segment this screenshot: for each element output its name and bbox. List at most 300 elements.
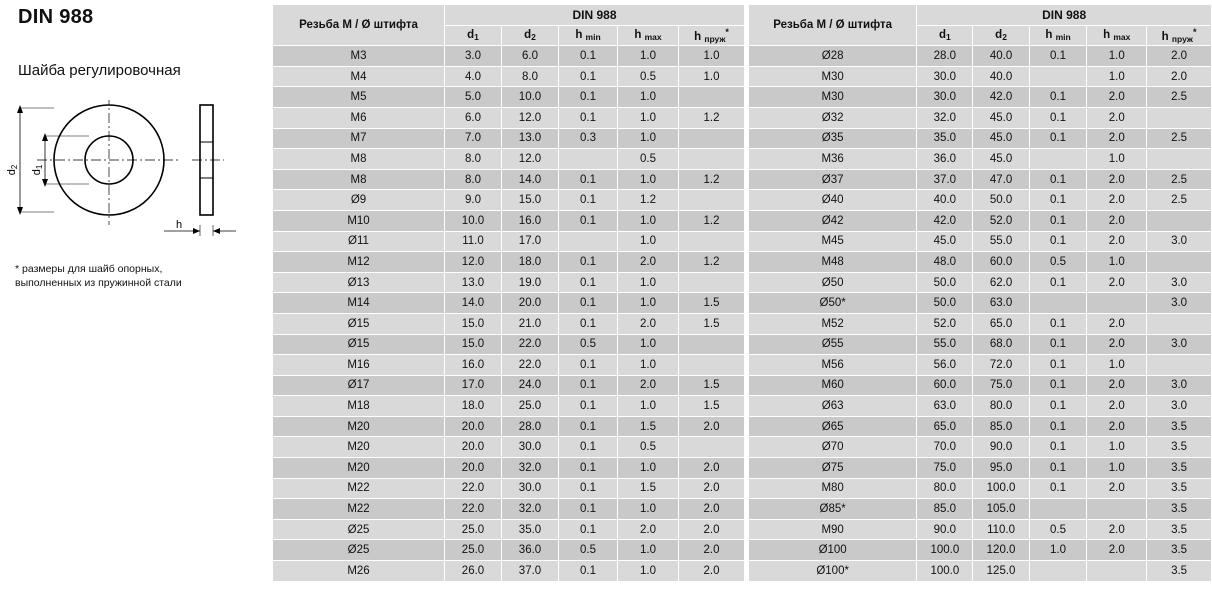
cell-value: 55.0 <box>917 334 973 355</box>
cell-value: 1.0 <box>618 561 679 582</box>
cell-value: 0.1 <box>1029 478 1087 499</box>
cell-thread: Ø25 <box>273 519 445 540</box>
cell-thread: M20 <box>273 416 445 437</box>
cell-value <box>1087 293 1147 314</box>
cell-value: 1.0 <box>1029 540 1087 561</box>
cell-value: 48.0 <box>917 252 973 273</box>
cell-value: 0.5 <box>559 540 618 561</box>
cell-value: 4.0 <box>445 66 502 87</box>
cell-value: 75.0 <box>973 375 1029 396</box>
cell-value <box>679 190 745 211</box>
header-hmin-left: h min <box>559 25 618 46</box>
cell-value: 17.0 <box>502 231 559 252</box>
cell-value: 2.0 <box>1087 272 1147 293</box>
footnote <box>15 262 255 290</box>
cell-thread: Ø42 <box>749 210 917 231</box>
cell-value: 25.0 <box>502 396 559 417</box>
table-row <box>749 478 1212 499</box>
cell-value: 1.0 <box>618 355 679 376</box>
header-hmax-left: h max <box>618 25 679 46</box>
table-row <box>273 519 745 540</box>
cell-value: 1.2 <box>679 252 745 273</box>
spec-table-left-body <box>273 46 745 581</box>
header-hpruzh-left: h пруж* <box>679 25 745 46</box>
table-row <box>749 313 1212 334</box>
cell-value: 110.0 <box>973 519 1029 540</box>
cell-value: 0.1 <box>559 458 618 479</box>
table-row <box>273 46 745 67</box>
cell-value: 6.0 <box>502 46 559 67</box>
table-row <box>749 210 1212 231</box>
cell-thread: Ø63 <box>749 396 917 417</box>
table-row <box>273 334 745 355</box>
table-row <box>749 416 1212 437</box>
cell-value: 8.0 <box>445 149 502 170</box>
cell-value: 3.0 <box>1147 293 1212 314</box>
cell-value: 45.0 <box>973 149 1029 170</box>
cell-thread: Ø15 <box>273 334 445 355</box>
cell-thread: Ø32 <box>749 107 917 128</box>
spec-table-right-body <box>749 46 1212 581</box>
cell-thread: M18 <box>273 396 445 417</box>
cell-value: 40.0 <box>917 190 973 211</box>
cell-value: 37.0 <box>502 561 559 582</box>
cell-value: 1.0 <box>679 66 745 87</box>
cell-value: 68.0 <box>973 334 1029 355</box>
cell-value: 70.0 <box>917 437 973 458</box>
cell-value: 25.0 <box>445 519 502 540</box>
cell-value: 0.1 <box>559 499 618 520</box>
cell-value: 0.1 <box>1029 416 1087 437</box>
cell-value: 16.0 <box>445 355 502 376</box>
cell-value: 125.0 <box>973 561 1029 582</box>
cell-value <box>1029 66 1087 87</box>
cell-value: 0.1 <box>559 396 618 417</box>
cell-value <box>559 149 618 170</box>
cell-value <box>1029 499 1087 520</box>
table-row <box>749 66 1212 87</box>
cell-value: 0.5 <box>1029 519 1087 540</box>
table-row <box>273 272 745 293</box>
cell-value: 20.0 <box>445 416 502 437</box>
header-hmin-right: h min <box>1029 25 1087 46</box>
cell-value <box>1029 293 1087 314</box>
cell-value: 1.2 <box>679 169 745 190</box>
cell-value: 1.0 <box>1087 355 1147 376</box>
cell-value <box>679 334 745 355</box>
spec-table-left-wrapper <box>272 4 745 582</box>
cell-thread: M22 <box>273 478 445 499</box>
cell-value: 45.0 <box>973 128 1029 149</box>
spec-table-left <box>272 4 745 582</box>
cell-value: 42.0 <box>973 87 1029 108</box>
header-thread-left: Резьба M / Ø штифта <box>273 5 445 46</box>
cell-value: 2.0 <box>679 478 745 499</box>
cell-value: 0.3 <box>559 128 618 149</box>
cell-value: 0.1 <box>1029 458 1087 479</box>
cell-value: 2.5 <box>1147 190 1212 211</box>
cell-thread: M90 <box>749 519 917 540</box>
cell-value: 10.0 <box>502 87 559 108</box>
cell-value: 7.0 <box>445 128 502 149</box>
cell-value: 2.0 <box>618 519 679 540</box>
cell-value: 3.5 <box>1147 458 1212 479</box>
cell-value: 2.0 <box>1087 519 1147 540</box>
cell-value: 32.0 <box>502 458 559 479</box>
cell-value: 10.0 <box>445 210 502 231</box>
cell-value: 45.0 <box>917 231 973 252</box>
table-row <box>749 190 1212 211</box>
cell-value: 0.5 <box>559 334 618 355</box>
cell-value: 2.0 <box>679 499 745 520</box>
header-standard-left: DIN 988 <box>445 5 745 26</box>
cell-thread: M45 <box>749 231 917 252</box>
cell-value: 80.0 <box>973 396 1029 417</box>
cell-value: 65.0 <box>917 416 973 437</box>
cell-thread: M16 <box>273 355 445 376</box>
cell-value <box>1147 355 1212 376</box>
cell-value <box>1029 149 1087 170</box>
cell-value: 2.0 <box>1087 210 1147 231</box>
cell-value: 1.0 <box>618 231 679 252</box>
cell-value: 0.1 <box>559 210 618 231</box>
cell-thread: M22 <box>273 499 445 520</box>
table-row <box>749 169 1212 190</box>
table-row <box>273 375 745 396</box>
header-hpruzh-right: h пруж* <box>1147 25 1212 46</box>
table-row <box>749 334 1212 355</box>
cell-value: 40.0 <box>973 66 1029 87</box>
table-row <box>749 499 1212 520</box>
table-row <box>273 437 745 458</box>
cell-value: 2.0 <box>679 561 745 582</box>
cell-value: 56.0 <box>917 355 973 376</box>
cell-value: 1.0 <box>1087 46 1147 67</box>
cell-value: 72.0 <box>973 355 1029 376</box>
cell-value: 1.0 <box>618 334 679 355</box>
cell-value: 30.0 <box>502 437 559 458</box>
cell-value: 0.1 <box>559 293 618 314</box>
cell-value: 2.0 <box>1147 46 1212 67</box>
cell-value: 0.1 <box>1029 46 1087 67</box>
cell-thread: Ø40 <box>749 190 917 211</box>
cell-value <box>1087 499 1147 520</box>
cell-value: 6.0 <box>445 107 502 128</box>
cell-value: 52.0 <box>973 210 1029 231</box>
cell-value <box>679 272 745 293</box>
cell-value: 2.0 <box>679 519 745 540</box>
cell-value: 15.0 <box>502 190 559 211</box>
cell-thread: M80 <box>749 478 917 499</box>
cell-value: 2.0 <box>1087 334 1147 355</box>
cell-value: 0.1 <box>1029 375 1087 396</box>
table-row <box>749 355 1212 376</box>
cell-thread: Ø25 <box>273 540 445 561</box>
cell-value <box>1147 107 1212 128</box>
cell-value: 14.0 <box>502 169 559 190</box>
cell-thread: Ø15 <box>273 313 445 334</box>
table-row <box>273 107 745 128</box>
cell-value: 1.5 <box>679 396 745 417</box>
cell-value: 20.0 <box>445 437 502 458</box>
cell-value: 1.0 <box>1087 66 1147 87</box>
cell-value: 1.0 <box>618 458 679 479</box>
header-hmax-right: h max <box>1087 25 1147 46</box>
cell-value: 2.0 <box>1087 540 1147 561</box>
cell-value: 8.0 <box>502 66 559 87</box>
cell-thread: Ø11 <box>273 231 445 252</box>
table-row <box>273 396 745 417</box>
cell-thread: M12 <box>273 252 445 273</box>
cell-value: 120.0 <box>973 540 1029 561</box>
cell-value: 0.1 <box>1029 334 1087 355</box>
cell-value <box>1147 210 1212 231</box>
cell-value: 2.0 <box>679 458 745 479</box>
cell-value: 2.5 <box>1147 128 1212 149</box>
header-thread-right: Резьба M / Ø штифта <box>749 5 917 46</box>
cell-thread: Ø13 <box>273 272 445 293</box>
cell-value: 3.5 <box>1147 478 1212 499</box>
cell-thread: Ø55 <box>749 334 917 355</box>
cell-value: 35.0 <box>502 519 559 540</box>
table-row <box>273 169 745 190</box>
cell-value: 3.5 <box>1147 540 1212 561</box>
cell-value <box>679 87 745 108</box>
cell-value: 36.0 <box>917 149 973 170</box>
cell-value: 50.0 <box>973 190 1029 211</box>
cell-value: 5.0 <box>445 87 502 108</box>
cell-value: 1.0 <box>679 46 745 67</box>
cell-value <box>679 231 745 252</box>
table-row <box>273 190 745 211</box>
cell-value: 30.0 <box>917 87 973 108</box>
cell-value: 1.0 <box>1087 458 1147 479</box>
cell-value: 3.5 <box>1147 437 1212 458</box>
cell-value: 30.0 <box>502 478 559 499</box>
cell-thread: M4 <box>273 66 445 87</box>
table-row <box>749 46 1212 67</box>
cell-value: 0.1 <box>1029 190 1087 211</box>
cell-value: 90.0 <box>917 519 973 540</box>
cell-value: 13.0 <box>445 272 502 293</box>
header-d1-right: $d_1$ <box>917 25 973 46</box>
table-row <box>749 458 1212 479</box>
table-row <box>749 396 1212 417</box>
cell-value: 32.0 <box>502 499 559 520</box>
cell-thread: Ø50* <box>749 293 917 314</box>
cell-value: 32.0 <box>917 107 973 128</box>
cell-value: 60.0 <box>973 252 1029 273</box>
cell-value: 22.0 <box>502 334 559 355</box>
cell-thread: Ø17 <box>273 375 445 396</box>
cell-value: 52.0 <box>917 313 973 334</box>
page-subtitle: Шайба регулировочная <box>18 62 181 79</box>
table-row <box>749 149 1212 170</box>
cell-value: 22.0 <box>445 499 502 520</box>
cell-value: 9.0 <box>445 190 502 211</box>
table-row <box>749 437 1212 458</box>
table-row <box>273 231 745 252</box>
cell-value: 0.1 <box>1029 107 1087 128</box>
cell-value: 1.5 <box>679 293 745 314</box>
cell-value: 2.0 <box>1087 478 1147 499</box>
cell-value: 100.0 <box>917 540 973 561</box>
table-row <box>749 293 1212 314</box>
cell-value <box>559 231 618 252</box>
cell-value: 25.0 <box>445 540 502 561</box>
cell-value: 0.1 <box>1029 272 1087 293</box>
cell-thread: M36 <box>749 149 917 170</box>
cell-value: 0.1 <box>559 416 618 437</box>
cell-value: 2.5 <box>1147 87 1212 108</box>
cell-value: 85.0 <box>917 499 973 520</box>
cell-value: 90.0 <box>973 437 1029 458</box>
cell-thread: M10 <box>273 210 445 231</box>
cell-value: 35.0 <box>917 128 973 149</box>
table-row <box>273 355 745 376</box>
cell-value: 3.0 <box>1147 334 1212 355</box>
cell-value: 2.0 <box>1087 231 1147 252</box>
footnote-line-2: выполненных из пружинной стали <box>15 277 182 289</box>
cell-value <box>679 437 745 458</box>
cell-value: 1.0 <box>618 540 679 561</box>
cell-value: 55.0 <box>973 231 1029 252</box>
cell-value: 0.5 <box>618 149 679 170</box>
table-row <box>749 107 1212 128</box>
cell-value: 2.0 <box>618 375 679 396</box>
cell-thread: M6 <box>273 107 445 128</box>
cell-value: 0.1 <box>559 313 618 334</box>
cell-value: 36.0 <box>502 540 559 561</box>
cell-value: 24.0 <box>502 375 559 396</box>
header-standard-right: DIN 988 <box>917 5 1212 26</box>
cell-value: 40.0 <box>973 46 1029 67</box>
cell-value: 1.2 <box>679 107 745 128</box>
cell-value: 3.5 <box>1147 416 1212 437</box>
cell-value: 1.0 <box>1087 252 1147 273</box>
table-row <box>273 416 745 437</box>
cell-value: 3.0 <box>1147 231 1212 252</box>
cell-thread: Ø100 <box>749 540 917 561</box>
cell-value: 0.1 <box>1029 87 1087 108</box>
svg-text:d2: d2 <box>6 164 19 176</box>
cell-value: 0.1 <box>559 169 618 190</box>
cell-thread: M26 <box>273 561 445 582</box>
cell-value: 1.5 <box>679 375 745 396</box>
cell-value: 28.0 <box>917 46 973 67</box>
svg-text:h: h <box>176 219 183 231</box>
footnote-line-1: * размеры для шайб опорных, <box>15 263 163 275</box>
cell-value: 2.0 <box>1087 416 1147 437</box>
cell-value: 0.1 <box>559 519 618 540</box>
table-row <box>273 293 745 314</box>
table-row <box>749 252 1212 273</box>
table-row <box>273 87 745 108</box>
cell-value: 18.0 <box>502 252 559 273</box>
cell-value: 13.0 <box>502 128 559 149</box>
table-row <box>273 478 745 499</box>
table-row <box>749 375 1212 396</box>
cell-value: 0.1 <box>559 66 618 87</box>
cell-thread: M8 <box>273 149 445 170</box>
cell-value: 1.0 <box>618 293 679 314</box>
cell-thread: M20 <box>273 458 445 479</box>
spec-table-right <box>748 4 1212 582</box>
cell-value: 3.0 <box>445 46 502 67</box>
cell-value: 0.1 <box>1029 169 1087 190</box>
cell-thread: M48 <box>749 252 917 273</box>
cell-value <box>679 149 745 170</box>
cell-value: 20.0 <box>445 458 502 479</box>
cell-value: 0.1 <box>559 561 618 582</box>
cell-value: 42.0 <box>917 210 973 231</box>
cell-thread: Ø28 <box>749 46 917 67</box>
cell-value: 0.1 <box>559 375 618 396</box>
table-row <box>749 87 1212 108</box>
cell-value: 1.2 <box>679 210 745 231</box>
cell-value: 1.0 <box>618 272 679 293</box>
cell-thread: Ø70 <box>749 437 917 458</box>
cell-value: 18.0 <box>445 396 502 417</box>
cell-value: 1.0 <box>618 210 679 231</box>
cell-value: 95.0 <box>973 458 1029 479</box>
cell-value: 8.0 <box>445 169 502 190</box>
washer-technical-drawing <box>4 100 266 250</box>
cell-value: 2.0 <box>1087 128 1147 149</box>
cell-thread: M3 <box>273 46 445 67</box>
cell-thread: M8 <box>273 169 445 190</box>
cell-value: 80.0 <box>917 478 973 499</box>
cell-value: 1.0 <box>618 107 679 128</box>
cell-value: 100.0 <box>917 561 973 582</box>
table-row <box>273 499 745 520</box>
cell-thread: M56 <box>749 355 917 376</box>
cell-value <box>679 355 745 376</box>
cell-value: 63.0 <box>917 396 973 417</box>
cell-value: 0.1 <box>559 252 618 273</box>
cell-value: 26.0 <box>445 561 502 582</box>
cell-value: 0.1 <box>559 190 618 211</box>
cell-thread: M14 <box>273 293 445 314</box>
cell-value: 14.0 <box>445 293 502 314</box>
table-row <box>273 252 745 273</box>
cell-value: 12.0 <box>502 107 559 128</box>
cell-thread: M60 <box>749 375 917 396</box>
cell-value: 85.0 <box>973 416 1029 437</box>
cell-thread: Ø37 <box>749 169 917 190</box>
cell-thread: M5 <box>273 87 445 108</box>
cell-value: 1.5 <box>618 478 679 499</box>
cell-value: 15.0 <box>445 313 502 334</box>
svg-text:d1: d1 <box>31 164 44 176</box>
cell-value: 28.0 <box>502 416 559 437</box>
spec-table-right-wrapper <box>748 4 1212 582</box>
cell-value: 1.0 <box>618 169 679 190</box>
cell-value: 12.0 <box>502 149 559 170</box>
cell-value <box>679 128 745 149</box>
cell-value: 1.0 <box>618 396 679 417</box>
cell-thread: Ø85* <box>749 499 917 520</box>
cell-value: 2.0 <box>618 313 679 334</box>
cell-value: 2.0 <box>1087 375 1147 396</box>
cell-value: 0.5 <box>618 66 679 87</box>
cell-thread: M30 <box>749 87 917 108</box>
cell-value: 3.5 <box>1147 499 1212 520</box>
cell-value: 0.1 <box>1029 128 1087 149</box>
table-row <box>273 458 745 479</box>
header-d2-right: $d_2$ <box>973 25 1029 46</box>
table-row <box>273 540 745 561</box>
